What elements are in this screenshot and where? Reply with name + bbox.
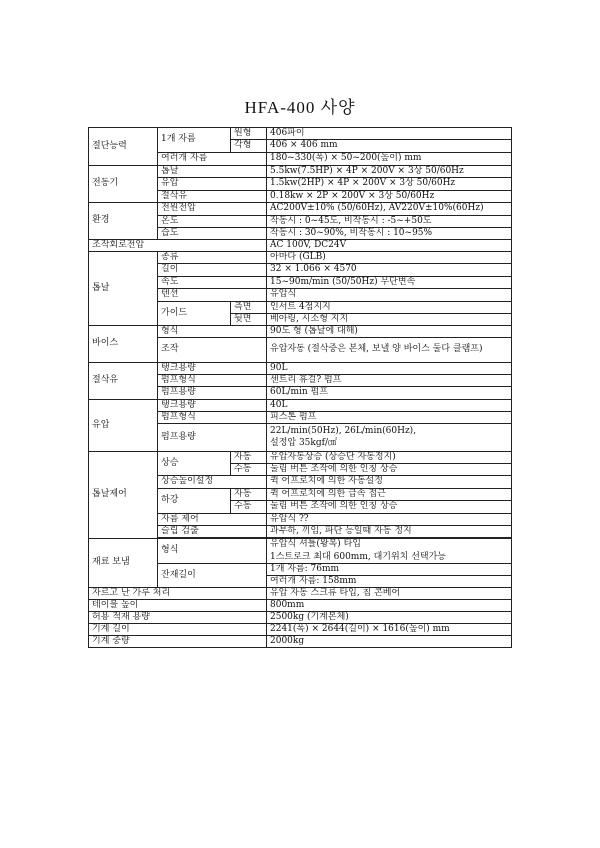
section-label: 유압 <box>89 400 158 452</box>
sub-label: 원형 <box>231 128 267 140</box>
row-label: 습도 <box>158 228 267 240</box>
row-label: 테이블 높이 <box>89 600 267 612</box>
section-label: 절삭유 <box>89 363 158 400</box>
spec-value: 90L <box>267 363 512 375</box>
row-label: 형식 <box>158 326 267 338</box>
spec-value: 32 × 1.066 × 4570 <box>267 264 512 277</box>
spec-table <box>88 127 512 648</box>
section-label: 전동기 <box>89 166 158 203</box>
spec-value: 800mm <box>267 600 512 612</box>
sub-label: 자동 <box>231 452 267 464</box>
spec-value: AC200V±10% (50/60Hz), AV220V±10%(60Hz) <box>267 203 512 216</box>
row-label: 펌프형식 <box>158 412 267 424</box>
spec-value: 유압자동 (절삭중은 본체, 보낼 양 바이스 둘다 클램프) <box>267 338 512 363</box>
row-label: 자름 제어 <box>158 514 267 526</box>
section-label: 바이스 <box>89 326 158 363</box>
row-label: 종류 <box>158 252 267 264</box>
sub-label: 각형 <box>231 140 267 153</box>
spec-value: 0.18kw × 2P × 200V × 3상 50/60Hz <box>267 191 512 203</box>
spec-value: 406 × 406 mm <box>267 140 512 153</box>
spec-value: 유압식 ?? <box>267 514 512 526</box>
sub-label: 수동 <box>231 501 267 514</box>
spec-value: 여러개 자름: 158mm <box>267 576 512 588</box>
sub-label: 자동 <box>231 489 267 501</box>
row-label: 펌프형식 <box>158 375 267 387</box>
spec-value: 센트리 휴걸? 펌프 <box>267 375 512 387</box>
row-label: 속도 <box>158 277 267 289</box>
sub-label: 측면 <box>231 302 267 314</box>
row-label: 잔재길이 <box>158 564 267 588</box>
spec-value: 180~330(폭) × 50~200(높이) mm <box>267 153 512 166</box>
spec-value: AC 100V, DC24V <box>267 240 512 252</box>
row-label: 길이 <box>158 264 267 277</box>
spec-value: 406파이 <box>267 128 512 140</box>
row-label: 허용 적재 용량 <box>89 612 267 624</box>
spec-value: 유압자동상승 (상승단 자동정지) <box>267 452 512 464</box>
spec-value: 퀵 어프로치에 의한 급속 접근 <box>267 489 512 501</box>
spec-value: 15~90m/min (50/50Hz) 무단변속 <box>267 277 512 289</box>
row-label: 가이드 <box>158 302 231 326</box>
spec-value: 피스톤 펌프 <box>267 412 512 424</box>
spec-value <box>267 539 512 564</box>
spec-value: 2500kg (기계본체) <box>267 612 512 624</box>
spec-value-line: 1스트로크 최대 600mm, 대기위치 선택가능 <box>270 551 446 562</box>
row-label: 온도 <box>158 216 267 228</box>
spec-value-line: 22L/min(50Hz), 26L/min(60Hz), <box>270 425 417 436</box>
spec-value: 아마다 (GLB) <box>267 252 512 264</box>
spec-value: 눌림 버튼 조작에 의한 인칭 상승 <box>267 501 512 514</box>
row-label: 톱날 <box>158 166 267 178</box>
spec-value <box>267 424 512 452</box>
spec-value: 작동시 : 30~90%, 비작동시 : 10~95% <box>267 228 512 240</box>
row-label: 전원전압 <box>158 203 267 216</box>
row-label: 슬립 검출 <box>158 526 267 538</box>
spec-value: 눌림 버튼 조작에 의한 인칭 상승 <box>267 464 512 476</box>
section-label: 톱날 <box>89 252 158 326</box>
spec-value: 퀵 어프로치에 의한 자동설정 <box>267 476 512 489</box>
spec-value: 1개 자름: 76mm <box>267 564 512 576</box>
row-label: 탱크용량 <box>158 363 267 375</box>
section-label: 재료 보냄 <box>89 539 158 588</box>
spec-value: 유압식 <box>267 289 512 302</box>
row-label: 탱크용량 <box>158 400 267 412</box>
spec-value: 과부하, 끼임, 파단 등일때 자동 정지 <box>267 526 512 538</box>
row-label: 유압 <box>158 178 267 191</box>
section-label: 절단능력 <box>89 128 158 166</box>
spec-value: 인서트 4점지지 <box>267 302 512 314</box>
row-label: 형식 <box>158 539 267 564</box>
row-label: 펌프용량 <box>158 424 267 452</box>
spec-value: 90도 형 (톱날에 대해) <box>267 326 512 338</box>
spec-value: 40L <box>267 400 512 412</box>
row-label: 텐션 <box>158 289 267 302</box>
row-label: 조작 <box>158 338 267 363</box>
spec-value: 2000kg <box>267 636 512 648</box>
row-label: 여러개 자름 <box>158 153 267 166</box>
row-label: 하강 <box>158 489 231 514</box>
spec-value: 60L/min 펌프 <box>267 387 512 400</box>
page-title: HFA-400 사양 <box>244 98 356 117</box>
sub-label: 수동 <box>231 464 267 476</box>
spec-value-line: 유압식 셔틀(왕복) 타입 <box>270 539 361 550</box>
spec-value: 1.5kw(2HP) × 4P × 200V × 3상 50/60Hz <box>267 178 512 191</box>
spec-value: 유압 자동 스크류 타입, 칩 콘베어 <box>267 588 512 600</box>
row-label: 기계 중량 <box>89 636 267 648</box>
row-label: 1개 자름 <box>158 128 231 153</box>
spec-value: 베아링, 시소형 지지 <box>267 314 512 326</box>
spec-value: 2241(폭) × 2644(길이) × 1616(높이) mm <box>267 624 512 636</box>
row-label: 조작회로전압 <box>89 240 267 252</box>
sub-label: 뒷면 <box>231 314 267 326</box>
row-label: 펌프용량 <box>158 387 267 400</box>
row-label: 상승높이설정 <box>158 476 267 489</box>
section-label: 환경 <box>89 203 158 240</box>
row-label: 상승 <box>158 452 231 476</box>
row-label: 절삭유 <box>158 191 267 203</box>
spec-value: 작동시 : 0~45도, 비작동시 : -5~+50도 <box>267 216 512 228</box>
spec-value-line: 설정압 35kgf/㎠ <box>270 438 337 448</box>
spec-value: 5.5kw(7.5HP) × 4P × 200V × 3상 50/60Hz <box>267 166 512 178</box>
section-label: 톱날제어 <box>89 452 158 539</box>
row-label: 자르고 난 가루 처리 <box>89 588 267 600</box>
row-label: 기계 길이 <box>89 624 267 636</box>
